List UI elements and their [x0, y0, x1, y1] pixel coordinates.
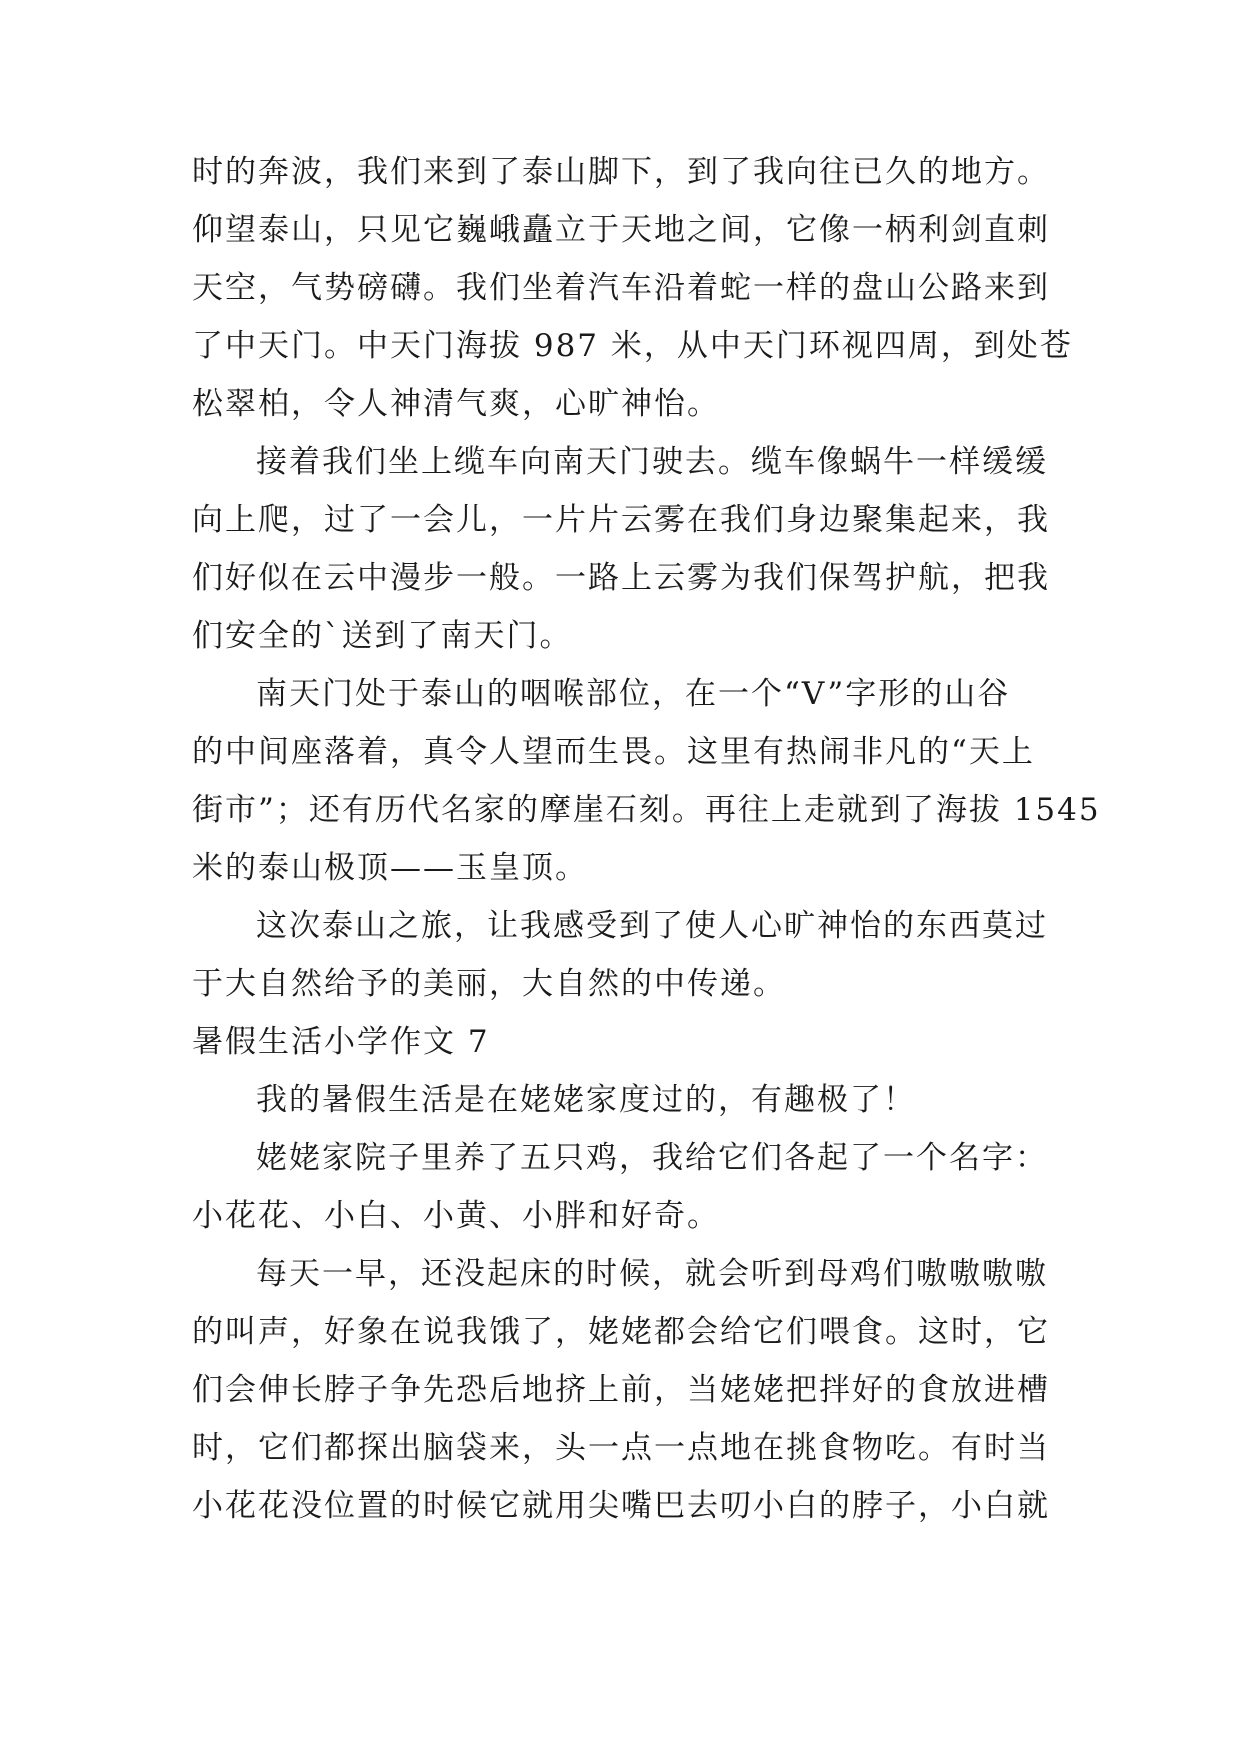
text-line: 于大自然给予的美丽，大自然的中传递。 [192, 966, 786, 1002]
text-line: 了中天门。中天门海拔 987 米，从中天门环视四周，到处苍 [192, 328, 1073, 364]
text-line: 们会伸长脖子争先恐后地挤上前，当姥姥把拌好的食放进槽 [192, 1372, 1050, 1408]
text-line: 时的奔波，我们来到了泰山脚下，到了我向往已久的地方。 [192, 154, 1050, 190]
text-line: 时，它们都探出脑袋来，头一点一点地在挑食物吃。有时当 [192, 1430, 1050, 1466]
text-line: 松翠柏，令人神清气爽，心旷神怡。 [192, 386, 720, 422]
paragraph-first-line: 南天门处于泰山的咽喉部位，在一个“V”字形的山谷 [256, 676, 1011, 712]
paragraph-first-line: 每天一早，还没起床的时候，就会听到母鸡们嗷嗷嗷嗷 [256, 1256, 1048, 1292]
text-line: 小花花、小白、小黄、小胖和好奇。 [192, 1198, 720, 1234]
text-line: 向上爬，过了一会儿，一片片云雾在我们身边聚集起来，我 [192, 502, 1050, 538]
section-heading: 暑假生活小学作文 7 [192, 1024, 490, 1060]
text-line: 们安全的`送到了南天门。 [192, 618, 573, 654]
text-line: 仰望泰山，只见它巍峨矗立于天地之间，它像一柄利剑直刺 [192, 212, 1050, 248]
text-line: 街市”；还有历代名家的摩崖石刻。再往上走就到了海拔 1545 [192, 792, 1101, 828]
text-line: 天空，气势磅礴。我们坐着汽车沿着蛇一样的盘山公路来到 [192, 270, 1050, 306]
text-line: 们好似在云中漫步一般。一路上云雾为我们保驾护航，把我 [192, 560, 1050, 596]
text-line: 的中间座落着，真令人望而生畏。这里有热闹非凡的“天上 [192, 734, 1035, 770]
text-line: 米的泰山极顶——玉皇顶。 [192, 850, 588, 886]
paragraph-first-line: 姥姥家院子里养了五只鸡，我给它们各起了一个名字： [256, 1140, 1048, 1176]
paragraph-first-line: 接着我们坐上缆车向南天门驶去。缆车像蜗牛一样缓缓 [256, 444, 1048, 480]
paragraph-first-line: 我的暑假生活是在姥姥家度过的，有趣极了！ [256, 1082, 916, 1118]
text-line: 小花花没位置的时候它就用尖嘴巴去叨小白的脖子，小白就 [192, 1488, 1050, 1524]
paragraph-first-line: 这次泰山之旅，让我感受到了使人心旷神怡的东西莫过 [256, 908, 1048, 944]
text-line: 的叫声，好象在说我饿了，姥姥都会给它们喂食。这时，它 [192, 1314, 1050, 1350]
